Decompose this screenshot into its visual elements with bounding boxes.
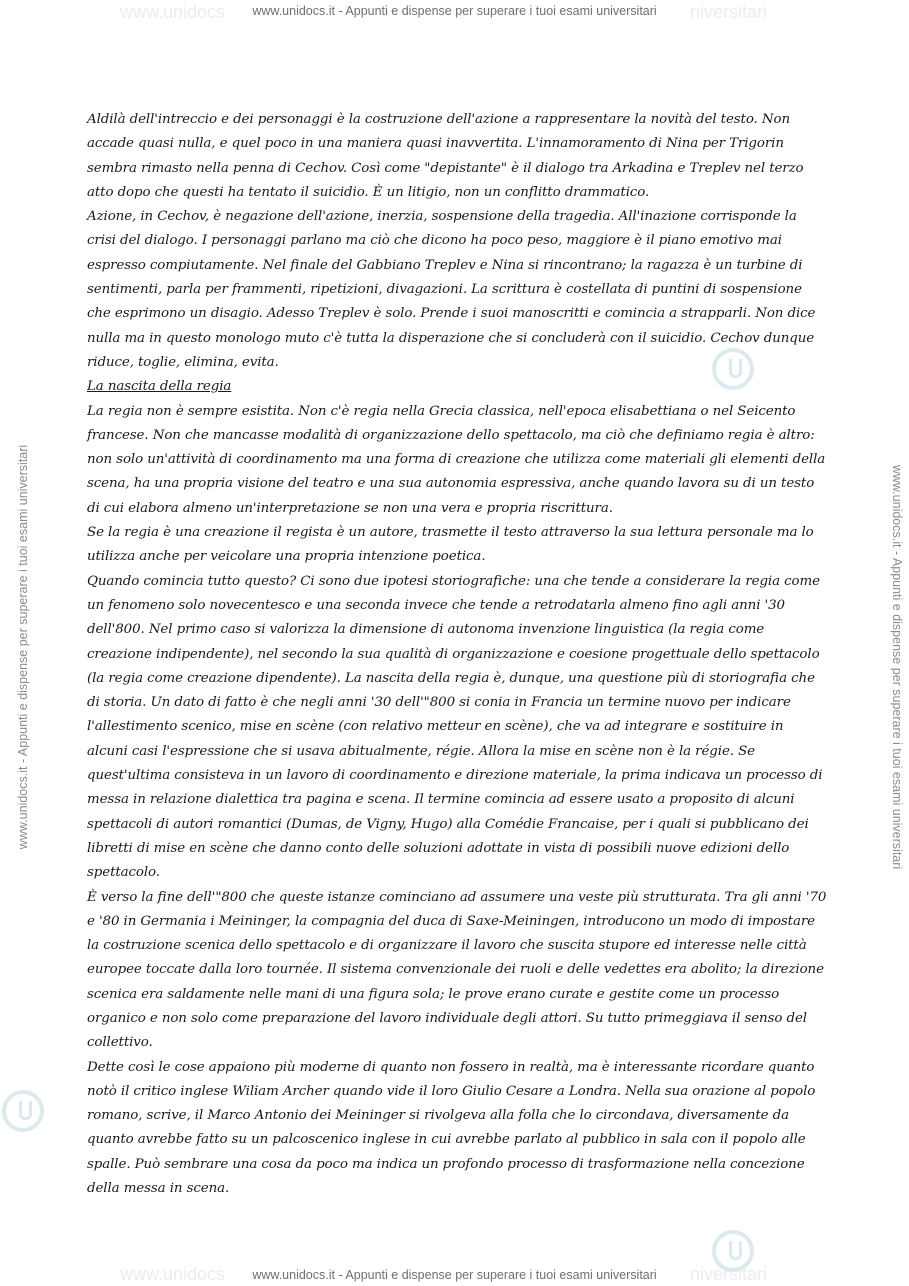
paragraph: Se la regia è una creazione il regista è un autore, trasmette il testo attraverso la sua lettura personale ma lo utilizza anche per veicolare una propria intenzione poetica. — [87, 525, 814, 565]
paragraph: La regia non è sempre esistita. Non c'è regia nella Grecia classica, nell'epoca elisabettiana o nel Seicento francese. Non che mancasse modalità di organizzazione dello spettacolo, ma ciò che definiamo regia è altro: non solo un'attività di coordinamento ma una forma di creazione che utilizza come materiali gli elementi della scena, ha una propria visione del teatro e una sua autonomia espressiva, anche quando lavora su di un testo di cui elabora almeno un'interpretazione se non una vera e propria riscrittura. — [87, 403, 826, 516]
section-heading: La nascita della regia — [87, 379, 232, 395]
watermark-right-vertical: www.unidocs.it - Appunti e dispense per superare i tuoi esami universitari — [890, 464, 904, 870]
unidocs-logo-icon — [712, 1230, 754, 1272]
unidocs-logo-icon — [2, 1090, 44, 1132]
watermark-ghost-text: niversitari — [690, 2, 768, 22]
watermark-ghost-text: www.unidocs — [120, 1264, 226, 1284]
paragraph: Quando comincia tutto questo? Ci sono due ipotesi storiografiche: una che tende a considerare la regia come un fenomeno solo novecentesco e una seconda invece che tende a retrodatarla almeno fino agli anni '30 dell'800. Nel primo caso si valorizza la dimensione di autonoma invenzione linguistica (la regia come creazione indipendente), nel secondo la sua qualità di organizzazione e coesione progettuale dello spettacolo (la regia come creazione dipendente). La nascita della regia è, dunque, una questione più di storiografia che di storia. Un dato di fatto è che negli anni '30 dell'"800 si conia in Francia un termine nuovo per indicare l'allestimento scenico, mise en scène (con relativo metteur en scène), che va ad integrare e sostituire in alcuni casi l'espressione che si usava abitualmente, régie. Allora la mise en scène non è la régie. Se quest'ultima consisteva in un lavoro di coordinamento e direzione materiale, la prima indicava un processo di messa in relazione dialettica tra pagina e scena. Il termine comincia ad essere usato a proposito di alcuni spettacoli di autori romantici (Dumas, de Vigny, Hugo) alla Comédie Francaise, per i quali si pubblicano dei libretti di mise en scène che danno conto delle soluzioni adottate in vista di possibili nuove edizioni dello spettacolo. — [87, 573, 823, 881]
document-body — [87, 108, 827, 1201]
watermark-bottom: www.unidocs.it - Appunti e dispense per superare i tuoi esami universitari — [252, 1268, 657, 1282]
watermark-left-vertical: www.unidocs.it - Appunti e dispense per superare i tuoi esami universitari — [16, 444, 30, 850]
watermark-ghost-text: niversitari — [690, 1264, 768, 1284]
paragraph: Dette così le cose appaiono più moderne di quanto non fossero in realtà, ma è interessante ricordare quanto notò il critico inglese Wiliam Archer quando vide il loro Giulio Cesare a Londra. Nella sua orazione al popolo romano, scrive, il Marco Antonio dei Meininger si rivolgeva alla folla che lo circondava, diversamente da quanto avrebbe fatto su un palcoscenico inglese in cui avrebbe parlato al pubblico in sala con il popolo alle spalle. Può sembrare una cosa da poco ma indica un profondo processo di trasformazione nella concezione della messa in scena. — [87, 1059, 816, 1197]
watermark-ghost-text: www.unidocs — [120, 2, 226, 22]
paragraph: È verso la fine dell'"800 che queste istanze cominciano ad assumere una veste più strutturata. Tra gli anni '70 e '80 in Germania i Meininger, la compagnia del duca di Saxe-Meiningen, introducono un modo di impostare la costruzione scenica dello spettacolo e di organizzare il lavoro che suscita stupore ed interesse nelle città europee toccate dalla loro tournée. Il sistema convenzionale dei ruoli e delle vedettes era abolito; la direzione scenica era saldamente nelle mani di una figura sola; le prove erano curate e gestite come un processo organico e non solo come preparazione del lavoro individuale degli attori. Su tutto primeggiava il senso del collettivo. — [87, 889, 827, 1051]
paragraph: Aldilà dell'intreccio e dei personaggi è la costruzione dell'azione a rappresentare la novità del testo. Non accade quasi nulla, e quel poco in una maniera quasi inavvertita. L'innamoramento di Nina per Trigorin sembra rimasto nella penna di Cechov. Così come "depistante" è il dialogo tra Arkadina e Treplev nel terzo atto dopo che questi ha tentato il suicidio. È un litigio, non un conflitto drammatico. — [87, 112, 804, 200]
paragraph: Azione, in Cechov, è negazione dell'azione, inerzia, sospensione della tragedia. All'inazione corrisponde la crisi del dialogo. I personaggi parlano ma ciò che dicono ha poco peso, maggiore è il piano emotivo mai espresso compiutamente. Nel finale del Gabbiano Treplev e Nina si rincontrano; la ragazza è un turbine di sentimenti, parla per frammenti, ripetizioni, divagazioni. La scrittura è costellata di puntini di sospensione che esprimono un disagio. Adesso Treplev è solo. Prende i suoi manoscritti e comincia a strapparli. Non dice nulla ma in questo monologo muto c'è tutta la disperazione che si concluderà con il suicidio. Cechov dunque riduce, toglie, elimina, evita. — [87, 209, 816, 370]
watermark-top: www.unidocs.it - Appunti e dispense per superare i tuoi esami universitari — [252, 4, 657, 18]
